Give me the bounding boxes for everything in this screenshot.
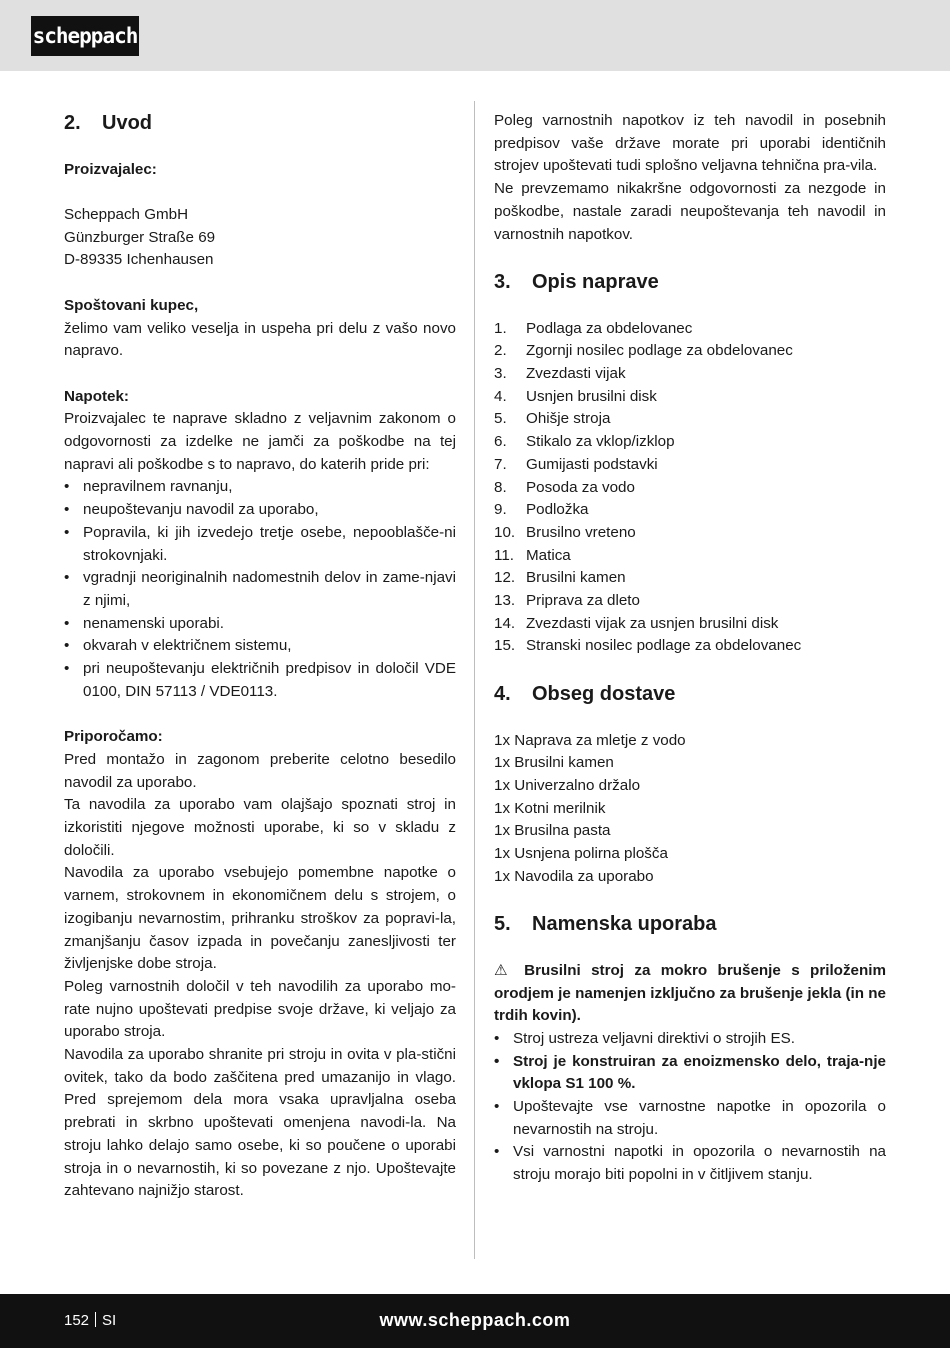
section-5-heading <box>494 911 886 937</box>
list-item: 6. Stikalo za vklop/izklop <box>494 433 675 451</box>
list-item: • Popravila, ki jih izvedejo tretje osebe, nepooblašče-ni strokovnjaki. <box>64 522 456 567</box>
list-item: 3. Zvezdasti vijak <box>494 365 626 382</box>
list-item: • pri neupoštevanju električnih predpisov in določil VDE 0100, DIN 57113 / VDE0113. <box>64 658 456 703</box>
list-item: 4. Usnjen brusilni disk <box>494 387 657 405</box>
list-item: 1. Podlaga za obdelovanec <box>494 319 693 337</box>
scheppach-logo: scheppach <box>31 16 139 56</box>
list-item: 11. Matica <box>494 546 571 564</box>
delivery-item: 1x Kotni merilnik <box>494 799 606 817</box>
warning-paragraph <box>494 960 886 1028</box>
paragraph: Poleg varnostnih določil v teh navodilih za uporabo mo-rate nujno upoštevati predpise svoje države, ki veljajo za uporabo stroja. <box>64 977 456 1041</box>
paragraph: Ne prevzemamo nikakršne odgovornosti za nezgode in poškodbe, nastale zaradi neupoštevanja teh navodil in varnostnih napotkov. <box>494 180 886 243</box>
section-3-heading <box>494 269 886 295</box>
delivery-item: 1x Navodila za uporabo <box>494 867 654 885</box>
address-line: Günzburger Straße 69 <box>64 228 216 246</box>
list-item: 12. Brusilni kamen <box>494 569 626 587</box>
page-number-value: 152 <box>64 1312 90 1329</box>
customer-text: želimo vam veliko veselja in uspeha pri delu z vašo novo napravo. <box>64 319 456 360</box>
list-item: • vgradnji neoriginalnih nadomestnih delov in zame-njavi z njimi, <box>64 567 456 612</box>
list-item: 10. Brusilno vreteno <box>494 523 636 541</box>
page-header <box>0 0 950 71</box>
section-number: 4. <box>494 682 511 705</box>
page-footer <box>0 1294 950 1348</box>
section-4-heading <box>494 681 886 707</box>
recommend-label: Priporočamo: <box>64 728 163 746</box>
address-line: D-89335 Ichenhausen <box>64 251 214 269</box>
note-list <box>64 476 456 703</box>
paragraph: Pred montažo in zagonom preberite celotno besedilo navodil za uporabo. <box>64 750 456 791</box>
list-item: 15. Stranski nosilec podlage za obdelovanec <box>494 637 802 655</box>
list-item: 7. Gumijasti podstavki <box>494 455 658 473</box>
delivery-item: 1x Usnjena polirna plošča <box>494 845 668 863</box>
note-text: Proizvajalec te naprave skladno z veljavnim zakonom o odgovornosti za izdelke ne jamči za poškodbe na tej napravi ali poškodbe s to napravo, do katerih pride pri: <box>64 410 456 473</box>
section-title: Namenska uporaba <box>532 913 717 936</box>
manufacturer-label: Proizvajalec: <box>64 160 157 178</box>
list-item: 9. Podložka <box>494 501 589 519</box>
left-column <box>64 110 456 1203</box>
list-item: • Stroj ustreza veljavni direktivi o strojih ES. <box>494 1028 886 1051</box>
list-item: • Vsi varnostni napotki in opozorila o nevarnostih na stroju morajo biti popolni in v čitljivem stanju. <box>494 1141 886 1186</box>
list-item: • neupoštevanju navodil za uporabo, <box>64 499 456 522</box>
list-item: • Stroj je konstruiran za enoizmensko delo, traja-nje vklopa S1 100 %. <box>494 1051 886 1096</box>
paragraph: Poleg varnostnih napotkov iz teh navodil in posebnih predpisov vaše države morate pri uporabi identičnih strojev upoštevati tudi splošno veljavna tehnična pra-vila. <box>494 112 886 175</box>
column-divider <box>474 101 475 1259</box>
paragraph: Navodila za uporabo vsebujejo pomembne napotke o varnem, strokovnem in ekonomičnem delu s strojem, o izogibanju nevarnostim, prihranku stroškov za popravi-la, zmanjšanju časov izpada in povečanju zanesljivosti ter življenjske dobe stroja. <box>64 864 456 973</box>
section-title: Uvod <box>102 112 152 134</box>
list-item: 2. Zgornji nosilec podlage za obdelovanec <box>494 342 793 360</box>
list-item: • nepravilnem ravnanju, <box>64 476 456 499</box>
list-item: 8. Posoda za vodo <box>494 478 635 496</box>
language-code: SI <box>102 1312 117 1329</box>
use-list <box>494 1028 886 1187</box>
section-number: 2. <box>64 112 81 134</box>
note-label: Napotek: <box>64 387 129 405</box>
right-column <box>494 110 886 1187</box>
customer-label: Spoštovani kupec, <box>64 296 199 314</box>
list-item: • Upoštevajte vse varnostne napotke in opozorila o nevarnostih na stroju. <box>494 1096 886 1141</box>
parts-list <box>494 318 886 659</box>
section-title: Opis naprave <box>532 270 659 293</box>
warning-text: Brusilni stroj za mokro brušenje s priloženim orodjem je namenjen izključno za brušenje jekla (in ne trdih kovin). <box>494 961 886 1025</box>
list-item: 5. Ohišje stroja <box>494 410 611 428</box>
list-item: 14. Zvezdasti vijak za usnjen brusilni disk <box>494 614 779 632</box>
paragraph: Ta navodila za uporabo vam olajšajo spoznati stroj in izkoristiti njegove možnosti uporabe, ki so v skladu z določili. <box>64 796 456 859</box>
website-url: www.scheppach.com <box>379 1310 571 1330</box>
section-number: 5. <box>494 913 511 936</box>
delivery-item: 1x Naprava za mletje z vodo <box>494 731 686 749</box>
delivery-item: 1x Brusilna pasta <box>494 822 611 840</box>
section-title: Obseg dostave <box>532 682 676 705</box>
delivery-item: 1x Univerzalno držalo <box>494 776 641 794</box>
list-item: • okvarah v električnem sistemu, <box>64 635 456 658</box>
delivery-item: 1x Brusilni kamen <box>494 754 614 772</box>
address-line: Scheppach GmbH <box>64 206 189 224</box>
section-2-heading <box>64 110 456 136</box>
list-item: 13. Priprava za dleto <box>494 592 640 610</box>
list-item: • nenamenski uporabi. <box>64 613 456 636</box>
warning-triangle-icon: ⚠ <box>494 961 514 979</box>
paragraph: Navodila za uporabo shranite pri stroju in ovita v pla-stični ovitek, tako da bodo zaščitena pred umazanijo in vlago. Pred sprejemom dela mora vsaka upravljalna oseba prebrati in skrbno upoštevati omenjena navodi-la. Na stroju lahko delajo samo osebe, ki so poučene o uporabi stroja in o nevarnostih, ki so povezane z njo. Upoštevajte zahtevano najnižjo starost. <box>64 1046 456 1200</box>
section-number: 3. <box>494 270 511 293</box>
